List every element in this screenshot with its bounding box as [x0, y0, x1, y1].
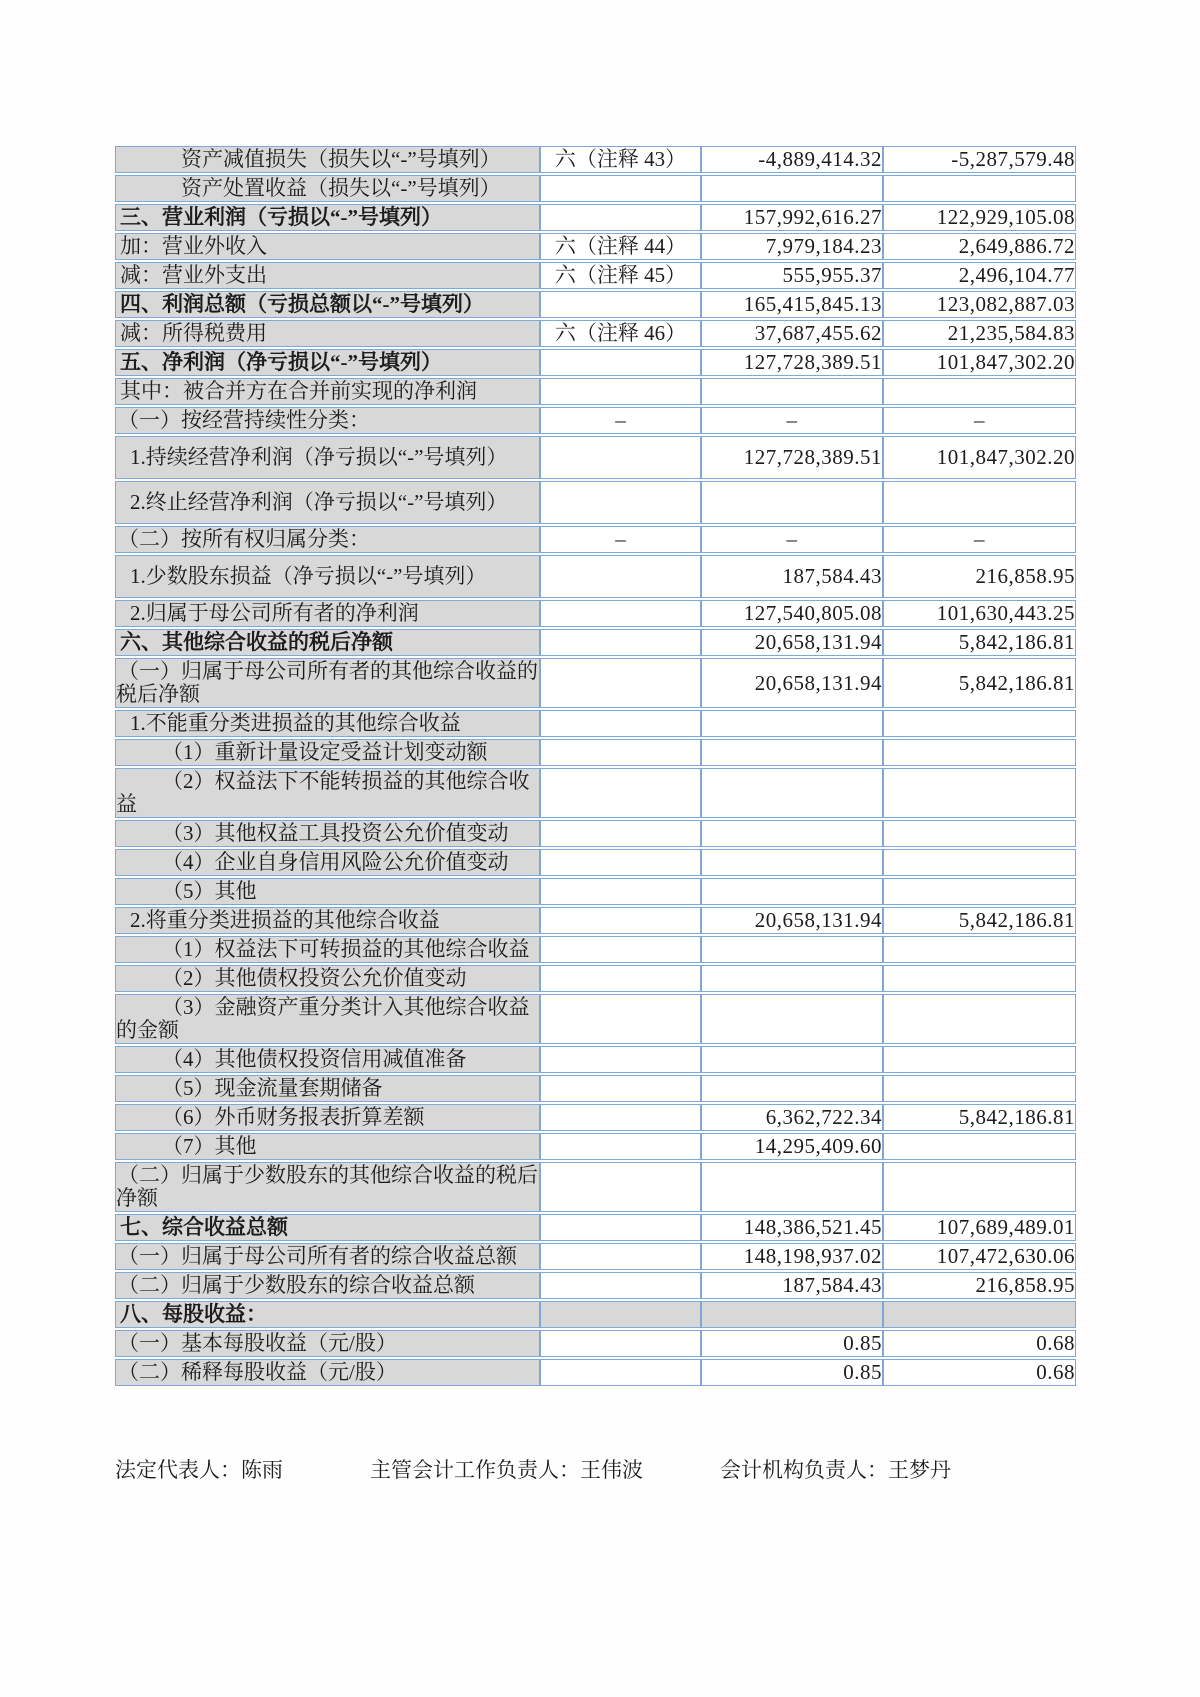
table-row — [115, 710, 1076, 737]
table-row — [115, 965, 1076, 992]
previous-period-amount-cell: 0.68 — [883, 1359, 1076, 1386]
table-row — [115, 1162, 1076, 1212]
table-row — [115, 146, 1076, 173]
line-item-label-cell: 减：营业外支出 — [115, 262, 540, 289]
line-item-label-cell: （二）归属于少数股东的其他综合收益的税后净额 — [116, 1163, 538, 1210]
table-row — [115, 994, 1076, 1044]
line-item-label-cell: 2.终止经营净利润（净亏损以“-”号填列） — [115, 481, 540, 524]
note-reference-cell: – — [540, 407, 701, 434]
line-item-label-cell: （一）基本每股收益（元/股） — [115, 1330, 540, 1357]
current-period-amount-cell: 37,687,455.62 — [701, 320, 883, 347]
note-reference-cell — [540, 658, 701, 708]
line-item-label-cell: 1.持续经营净利润（净亏损以“-”号填列） — [115, 436, 540, 479]
current-period-amount-cell: 6,362,722.34 — [701, 1104, 883, 1131]
current-period-amount-cell: – — [701, 526, 883, 553]
legal-representative-signature: 法定代表人：陈雨 — [115, 1458, 283, 1482]
current-period-amount-cell — [701, 1075, 883, 1102]
line-item-label-cell: （1）权益法下可转损益的其他综合收益 — [115, 936, 540, 963]
line-item-label-cell: （6）外币财务报表折算差额 — [115, 1104, 540, 1131]
table-row — [115, 936, 1076, 963]
line-item-label-cell: 四、利润总额（亏损总额以“-”号填列） — [115, 291, 540, 318]
previous-period-amount-cell: 101,847,302.20 — [883, 349, 1076, 376]
note-reference-cell — [540, 436, 701, 479]
previous-period-amount-cell — [883, 481, 1076, 524]
note-reference-cell — [540, 1301, 701, 1328]
note-reference-cell — [540, 629, 701, 656]
line-item-label-cell: （4）企业自身信用风险公允价值变动 — [115, 849, 540, 876]
current-period-amount-cell — [701, 849, 883, 876]
income-statement-table — [115, 144, 1076, 1388]
table-row — [115, 349, 1076, 376]
current-period-amount-cell: 0.85 — [701, 1359, 883, 1386]
note-reference-cell — [540, 1214, 701, 1241]
previous-period-amount-cell: 5,842,186.81 — [883, 1104, 1076, 1131]
table-row — [115, 320, 1076, 347]
previous-period-amount-cell — [883, 1133, 1076, 1160]
table-row — [115, 175, 1076, 202]
previous-period-amount-cell: – — [883, 526, 1076, 553]
table-row — [115, 481, 1076, 524]
previous-period-amount-cell — [883, 739, 1076, 766]
current-period-amount-cell — [701, 1046, 883, 1073]
line-item-label-cell: （4）其他债权投资信用减值准备 — [115, 1046, 540, 1073]
line-item-label-cell: （二）按所有权归属分类： — [115, 526, 540, 553]
note-reference-cell — [540, 849, 701, 876]
line-item-label-cell: 资产处置收益（损失以“-”号填列） — [115, 175, 540, 202]
note-reference-cell: 六（注释 45） — [540, 262, 701, 289]
previous-period-amount-cell: 123,082,887.03 — [883, 291, 1076, 318]
line-item-label-cell: 1.不能重分类进损益的其他综合收益 — [115, 710, 540, 737]
note-reference-cell — [540, 1243, 701, 1270]
note-reference-cell — [540, 1133, 701, 1160]
table-row — [115, 739, 1076, 766]
current-period-amount-cell: 14,295,409.60 — [701, 1133, 883, 1160]
note-reference-cell: 六（注释 46） — [540, 320, 701, 347]
note-reference-cell — [540, 907, 701, 934]
line-item-label-cell: （7）其他 — [115, 1133, 540, 1160]
current-period-amount-cell: – — [701, 407, 883, 434]
previous-period-amount-cell: 107,689,489.01 — [883, 1214, 1076, 1241]
line-item-label-cell: （3）其他权益工具投资公允价值变动 — [115, 820, 540, 847]
current-period-amount-cell: 148,386,521.45 — [701, 1214, 883, 1241]
table-row — [115, 1330, 1076, 1357]
note-reference-cell — [540, 378, 701, 405]
table-row — [115, 600, 1076, 627]
current-period-amount-cell: 127,540,805.08 — [701, 600, 883, 627]
note-reference-cell — [540, 600, 701, 627]
line-item-label-cell: （1）重新计量设定受益计划变动额 — [115, 739, 540, 766]
note-reference-cell — [540, 1272, 701, 1299]
table-row — [115, 849, 1076, 876]
table-row — [115, 907, 1076, 934]
line-item-label-cell: （2）权益法下不能转损益的其他综合收益 — [115, 768, 540, 818]
note-reference-cell — [540, 1162, 701, 1212]
current-period-amount-cell: 165,415,845.13 — [701, 291, 883, 318]
current-period-amount-cell: 555,955.37 — [701, 262, 883, 289]
line-item-label-cell: （5）现金流量套期储备 — [115, 1075, 540, 1102]
table-row — [115, 1214, 1076, 1241]
note-reference-cell — [540, 291, 701, 318]
current-period-amount-cell — [701, 820, 883, 847]
table-row — [115, 658, 1076, 708]
previous-period-amount-cell — [883, 710, 1076, 737]
current-period-amount-cell — [701, 965, 883, 992]
note-reference-cell — [540, 820, 701, 847]
previous-period-amount-cell: -5,287,579.48 — [883, 146, 1076, 173]
current-period-amount-cell — [701, 710, 883, 737]
current-period-amount-cell — [701, 1301, 883, 1328]
previous-period-amount-cell — [883, 1301, 1076, 1328]
table-row — [115, 1046, 1076, 1073]
previous-period-amount-cell — [883, 936, 1076, 963]
current-period-amount-cell — [701, 768, 883, 818]
previous-period-amount-cell: 5,842,186.81 — [883, 629, 1076, 656]
line-item-label-cell: 资产减值损失（损失以“-”号填列） — [115, 146, 540, 173]
current-period-amount-cell: 127,728,389.51 — [701, 436, 883, 479]
previous-period-amount-cell — [883, 1162, 1076, 1212]
line-item-label-cell: （二）稀释每股收益（元/股） — [115, 1359, 540, 1386]
line-item-label-cell: （5）其他 — [115, 878, 540, 905]
line-item-label-cell: （一）归属于母公司所有者的其他综合收益的税后净额 — [116, 659, 538, 706]
accounting-department-head-signature: 会计机构负责人：王梦丹 — [720, 1458, 951, 1482]
line-item-label-cell: 1.少数股东损益（净亏损以“-”号填列） — [115, 555, 540, 598]
note-reference-cell — [540, 739, 701, 766]
note-reference-cell — [540, 204, 701, 231]
line-item-label-cell: （一）按经营持续性分类： — [115, 407, 540, 434]
table-row — [115, 555, 1076, 598]
note-reference-cell — [540, 555, 701, 598]
note-reference-cell: – — [540, 526, 701, 553]
current-period-amount-cell: 20,658,131.94 — [701, 907, 883, 934]
table-row — [115, 262, 1076, 289]
table-row — [115, 378, 1076, 405]
note-reference-cell — [540, 481, 701, 524]
line-item-label-cell: 2.将重分类进损益的其他综合收益 — [115, 907, 540, 934]
line-item-label-cell: 减：所得税费用 — [115, 320, 540, 347]
previous-period-amount-cell: 122,929,105.08 — [883, 204, 1076, 231]
note-reference-cell — [540, 768, 701, 818]
line-item-label-cell: 加：营业外收入 — [115, 233, 540, 260]
current-period-amount-cell — [701, 936, 883, 963]
note-reference-cell — [540, 1359, 701, 1386]
current-period-amount-cell: 20,658,131.94 — [701, 658, 883, 708]
table-row — [115, 1243, 1076, 1270]
note-reference-cell — [540, 1075, 701, 1102]
previous-period-amount-cell — [883, 768, 1076, 818]
note-reference-cell — [540, 710, 701, 737]
table-row — [115, 233, 1076, 260]
current-period-amount-cell: 7,979,184.23 — [701, 233, 883, 260]
previous-period-amount-cell — [883, 1046, 1076, 1073]
line-item-label-cell: 六、其他综合收益的税后净额 — [115, 629, 540, 656]
line-item-label-cell: 七、综合收益总额 — [115, 1214, 540, 1241]
current-period-amount-cell — [701, 1162, 883, 1212]
note-reference-cell — [540, 878, 701, 905]
previous-period-amount-cell: 101,630,443.25 — [883, 600, 1076, 627]
previous-period-amount-cell — [883, 878, 1076, 905]
table-row — [115, 1301, 1076, 1328]
note-reference-cell — [540, 1104, 701, 1131]
previous-period-amount-cell: 5,842,186.81 — [883, 907, 1076, 934]
table-row — [115, 526, 1076, 553]
table-row — [115, 1075, 1076, 1102]
line-item-label-cell: 五、净利润（净亏损以“-”号填列） — [115, 349, 540, 376]
note-reference-cell — [540, 1330, 701, 1357]
line-item-label-cell: （3）金融资产重分类计入其他综合收益的金额 — [115, 994, 540, 1044]
previous-period-amount-cell: 2,649,886.72 — [883, 233, 1076, 260]
current-period-amount-cell: 127,728,389.51 — [701, 349, 883, 376]
current-period-amount-cell — [701, 378, 883, 405]
line-item-label-cell: 其中：被合并方在合并前实现的净利润 — [115, 378, 540, 405]
current-period-amount-cell: 157,992,616.27 — [701, 204, 883, 231]
table-row — [115, 768, 1076, 818]
note-reference-cell: 六（注释 43） — [540, 146, 701, 173]
current-period-amount-cell: -4,889,414.32 — [701, 146, 883, 173]
table-row — [115, 1104, 1076, 1131]
note-reference-cell: 六（注释 44） — [540, 233, 701, 260]
previous-period-amount-cell — [883, 175, 1076, 202]
table-row — [115, 1133, 1076, 1160]
current-period-amount-cell: 20,658,131.94 — [701, 629, 883, 656]
current-period-amount-cell — [701, 994, 883, 1044]
current-period-amount-cell: 187,584.43 — [701, 1272, 883, 1299]
current-period-amount-cell — [701, 878, 883, 905]
table-row — [115, 407, 1076, 434]
previous-period-amount-cell: 0.68 — [883, 1330, 1076, 1357]
table-row — [115, 629, 1076, 656]
current-period-amount-cell: 0.85 — [701, 1330, 883, 1357]
previous-period-amount-cell: 5,842,186.81 — [883, 658, 1076, 708]
previous-period-amount-cell: 101,847,302.20 — [883, 436, 1076, 479]
table-row — [115, 820, 1076, 847]
table-row — [115, 1359, 1076, 1386]
note-reference-cell — [540, 349, 701, 376]
current-period-amount-cell: 187,584.43 — [701, 555, 883, 598]
note-reference-cell — [540, 936, 701, 963]
previous-period-amount-cell: 2,496,104.77 — [883, 262, 1076, 289]
note-reference-cell — [540, 965, 701, 992]
table-row — [115, 291, 1076, 318]
line-item-label-cell: （二）归属于少数股东的综合收益总额 — [115, 1272, 540, 1299]
previous-period-amount-cell: 107,472,630.06 — [883, 1243, 1076, 1270]
previous-period-amount-cell — [883, 378, 1076, 405]
current-period-amount-cell: 148,198,937.02 — [701, 1243, 883, 1270]
table-row — [115, 1272, 1076, 1299]
previous-period-amount-cell: – — [883, 407, 1076, 434]
table-row — [115, 436, 1076, 479]
line-item-label-cell: （2）其他债权投资公允价值变动 — [115, 965, 540, 992]
line-item-label-cell: 三、营业利润（亏损以“-”号填列） — [115, 204, 540, 231]
line-item-label-cell: 2.归属于母公司所有者的净利润 — [115, 600, 540, 627]
chief-accounting-officer-signature: 主管会计工作负责人：王伟波 — [370, 1458, 643, 1482]
note-reference-cell — [540, 994, 701, 1044]
previous-period-amount-cell — [883, 849, 1076, 876]
previous-period-amount-cell: 216,858.95 — [883, 1272, 1076, 1299]
current-period-amount-cell — [701, 481, 883, 524]
current-period-amount-cell — [701, 739, 883, 766]
table-row — [115, 878, 1076, 905]
previous-period-amount-cell — [883, 994, 1076, 1044]
note-reference-cell — [540, 175, 701, 202]
previous-period-amount-cell: 21,235,584.83 — [883, 320, 1076, 347]
note-reference-cell — [540, 1046, 701, 1073]
previous-period-amount-cell — [883, 1075, 1076, 1102]
table-row — [115, 204, 1076, 231]
previous-period-amount-cell — [883, 820, 1076, 847]
current-period-amount-cell — [701, 175, 883, 202]
previous-period-amount-cell: 216,858.95 — [883, 555, 1076, 598]
previous-period-amount-cell — [883, 965, 1076, 992]
signature-line — [115, 1455, 1076, 1485]
line-item-label-cell: （一）归属于母公司所有者的综合收益总额 — [115, 1243, 540, 1270]
line-item-label-cell: 八、每股收益： — [115, 1301, 540, 1328]
